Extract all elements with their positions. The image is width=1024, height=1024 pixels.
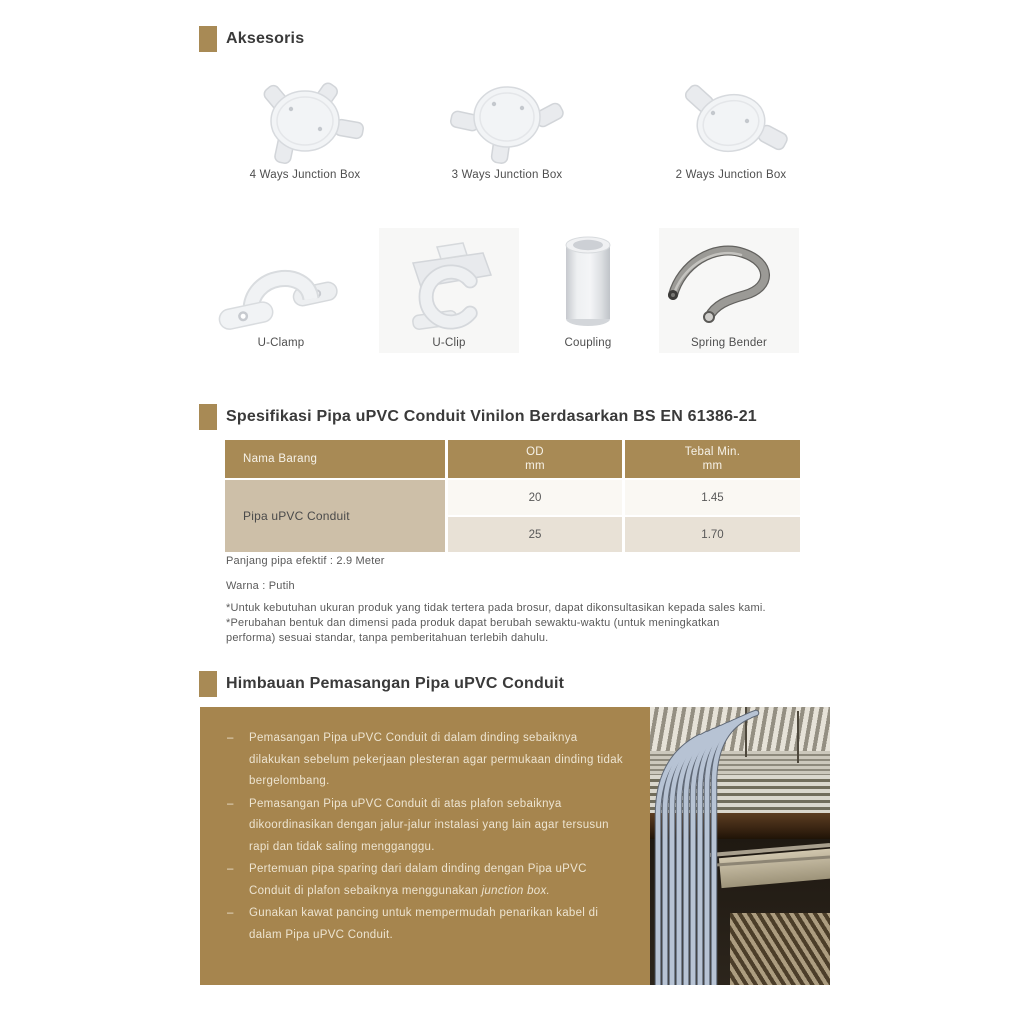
col-header-tebal-min xyxy=(625,440,800,478)
footnotes xyxy=(226,601,811,646)
advice-bullet-list xyxy=(226,728,628,947)
product-tile-4-ways-junction-box xyxy=(225,80,385,181)
gold-square-marker xyxy=(199,404,217,430)
table-cell-od-20: 20 xyxy=(448,480,622,515)
advice-bullet-3-text: Pertemuan pipa sparing dari dalam dinding dengan Pipa uPVC Conduit di plafon sebaiknya menggunakan xyxy=(249,863,587,897)
col-header-tebal-line1: Tebal Min. xyxy=(684,445,741,458)
u-clip-image xyxy=(379,228,519,334)
product-tile-3-ways-junction-box xyxy=(427,80,587,181)
col-header-od xyxy=(448,440,622,478)
spring-bender-image xyxy=(659,228,799,334)
u-clamp-image xyxy=(211,228,351,334)
coupling-image xyxy=(518,228,658,334)
col-header-tebal-line2: mm xyxy=(702,460,723,472)
photo-conduit-bundle xyxy=(650,707,830,985)
product-tile-2-ways-junction-box xyxy=(651,80,811,181)
product-tile-spring-bender xyxy=(659,228,799,353)
table-cell-product: Pipa uPVC Conduit xyxy=(225,480,445,552)
col-header-nama-barang: Nama Barang xyxy=(225,440,445,478)
footnote-2: *Perubahan bentuk dan dimensi pada produk dapat berubah sewaktu-waktu (untuk meningkatkan performa) sesuai standar, tanpa pemberitahuan terlebih dahulu. xyxy=(226,617,720,644)
section-heading-himbauan xyxy=(199,671,564,697)
product-label: 4 Ways Junction Box xyxy=(249,169,361,181)
product-tile-u-clamp xyxy=(211,228,351,349)
advice-bullet-1-text: Pemasangan Pipa uPVC Conduit di dalam dinding sebaiknya dilakukan sebelum pekerjaan plesteran agar permukaan dinding tidak bergelombang. xyxy=(249,732,623,787)
table-cell-tebal-170: 1.70 xyxy=(625,517,800,552)
info-pipe-length: Panjang pipa efektif : 2.9 Meter xyxy=(226,555,385,567)
product-label: 3 Ways Junction Box xyxy=(451,169,563,181)
product-tile-u-clip xyxy=(379,228,519,353)
product-label: Spring Bender xyxy=(690,337,768,349)
advice-bullet-2-text: Pemasangan Pipa uPVC Conduit di atas plafon sebaiknya dikoordinasikan dengan jalur-jalur instalasi yang lain agar tersusun rapi dan tidak saling mengganggu. xyxy=(249,797,609,853)
gold-square-marker xyxy=(199,26,217,52)
product-label: U-Clip xyxy=(432,337,466,349)
section-title-spesifikasi: Spesifikasi Pipa uPVC Conduit Vinilon Berdasarkan BS EN 61386-21 xyxy=(226,408,757,425)
product-label: 2 Ways Junction Box xyxy=(675,169,787,181)
product-label: Coupling xyxy=(564,337,612,349)
section-heading-aksesoris xyxy=(199,26,304,52)
section-title-himbauan: Himbauan Pemasangan Pipa uPVC Conduit xyxy=(226,675,565,692)
junction-box-4-ways-image xyxy=(225,80,385,166)
col-header-od-line2: mm xyxy=(525,460,545,472)
advice-bullet-1 xyxy=(226,728,628,793)
advice-bullet-3-italic: junction box. xyxy=(481,884,551,897)
advice-bullet-3 xyxy=(226,859,628,902)
table-cell-tebal-145: 1.45 xyxy=(625,480,800,515)
gold-square-marker xyxy=(199,671,217,697)
product-label: U-Clamp xyxy=(257,337,305,349)
section-heading-spesifikasi xyxy=(199,404,757,430)
table-cell-od-25: 25 xyxy=(448,517,622,552)
product-tile-coupling xyxy=(518,228,658,349)
section-title-aksesoris: Aksesoris xyxy=(226,30,305,47)
advice-bullet-4-text: Gunakan kawat pancing untuk mempermudah penarikan kabel di dalam Pipa uPVC Conduit. xyxy=(249,907,599,941)
footnote-1: *Untuk kebutuhan ukuran produk yang tidak tertera pada brosur, dapat dikonsultasikan kepada sales kami. xyxy=(226,602,766,614)
spec-table xyxy=(225,440,800,552)
info-color: Warna : Putih xyxy=(226,580,295,592)
installation-photo xyxy=(650,707,830,985)
advice-panel xyxy=(200,707,830,985)
junction-box-2-ways-image xyxy=(651,80,811,166)
advice-bullet-4 xyxy=(226,903,628,946)
advice-bullet-2 xyxy=(226,794,628,859)
junction-box-3-ways-image xyxy=(427,80,587,166)
col-header-od-line1: OD xyxy=(526,445,544,458)
